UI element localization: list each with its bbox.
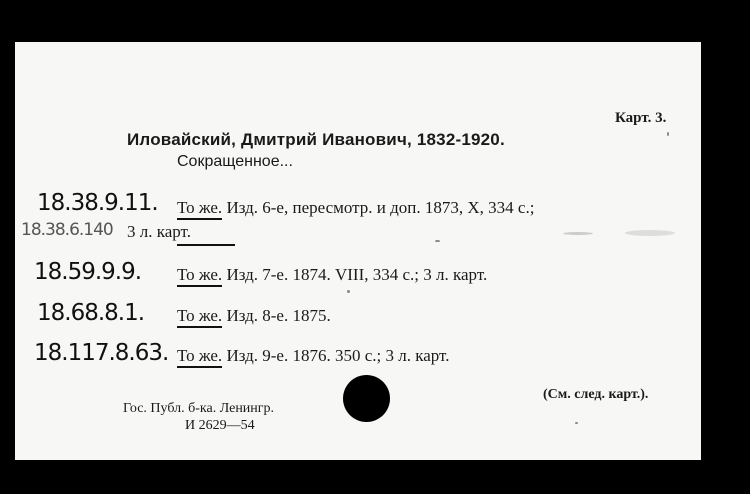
- entry-1-underline: [177, 244, 235, 246]
- entry-4-text: Изд. 9-е. 1876. 350 с.; 3 л. карт.: [226, 346, 450, 365]
- scan-speck: [667, 132, 669, 136]
- scan-speck: [563, 232, 593, 235]
- entry-1-same: То же.: [177, 198, 222, 220]
- author-heading: Иловайский, Дмитрий Иванович, 1832-1920.: [127, 130, 505, 149]
- see-next-card: (См. след. карт.).: [543, 387, 649, 402]
- entry-3-same: То же.: [177, 306, 222, 328]
- punch-hole: [343, 375, 390, 422]
- scan-speck: [625, 230, 675, 236]
- publisher-stamp-line1: Гос. Публ. б-ка. Ленингр.: [123, 401, 275, 416]
- entry-1-text: Изд. 6-е, пересмотр. и доп. 1873, X, 334 с.;: [226, 198, 535, 217]
- entry-1: [177, 198, 534, 218]
- shelfmark-2: 18.59.9.9.: [34, 259, 142, 285]
- shelfmark-4: 18.117.8.63.: [34, 340, 169, 366]
- entry-4-same: То же.: [177, 346, 222, 368]
- shelfmark-1-extra: 18.38.6.140: [21, 220, 113, 240]
- shelfmark-3: 18.68.8.1.: [37, 300, 145, 326]
- entry-1-cont: 3 л. карт.: [127, 222, 191, 241]
- entry-3-text: Изд. 8-е. 1875.: [226, 306, 331, 325]
- shelfmark-1: 18.38.9.11.: [37, 190, 158, 216]
- entry-3: [177, 306, 331, 326]
- publisher-stamp-line2: И 2629—54: [185, 418, 255, 433]
- card-number: Карт. 3.: [615, 110, 667, 126]
- scan-speck: [575, 422, 578, 424]
- entry-2-same: То же.: [177, 265, 222, 287]
- scan-speck: [347, 290, 350, 293]
- entry-4: [177, 346, 449, 366]
- entry-2-text: Изд. 7-е. 1874. VIII, 334 с.; 3 л. карт.: [226, 265, 488, 284]
- scan-speck: [435, 240, 440, 242]
- catalog-card: [15, 42, 701, 460]
- title-line: Сокращенное...: [177, 153, 293, 170]
- entry-2: [177, 265, 487, 285]
